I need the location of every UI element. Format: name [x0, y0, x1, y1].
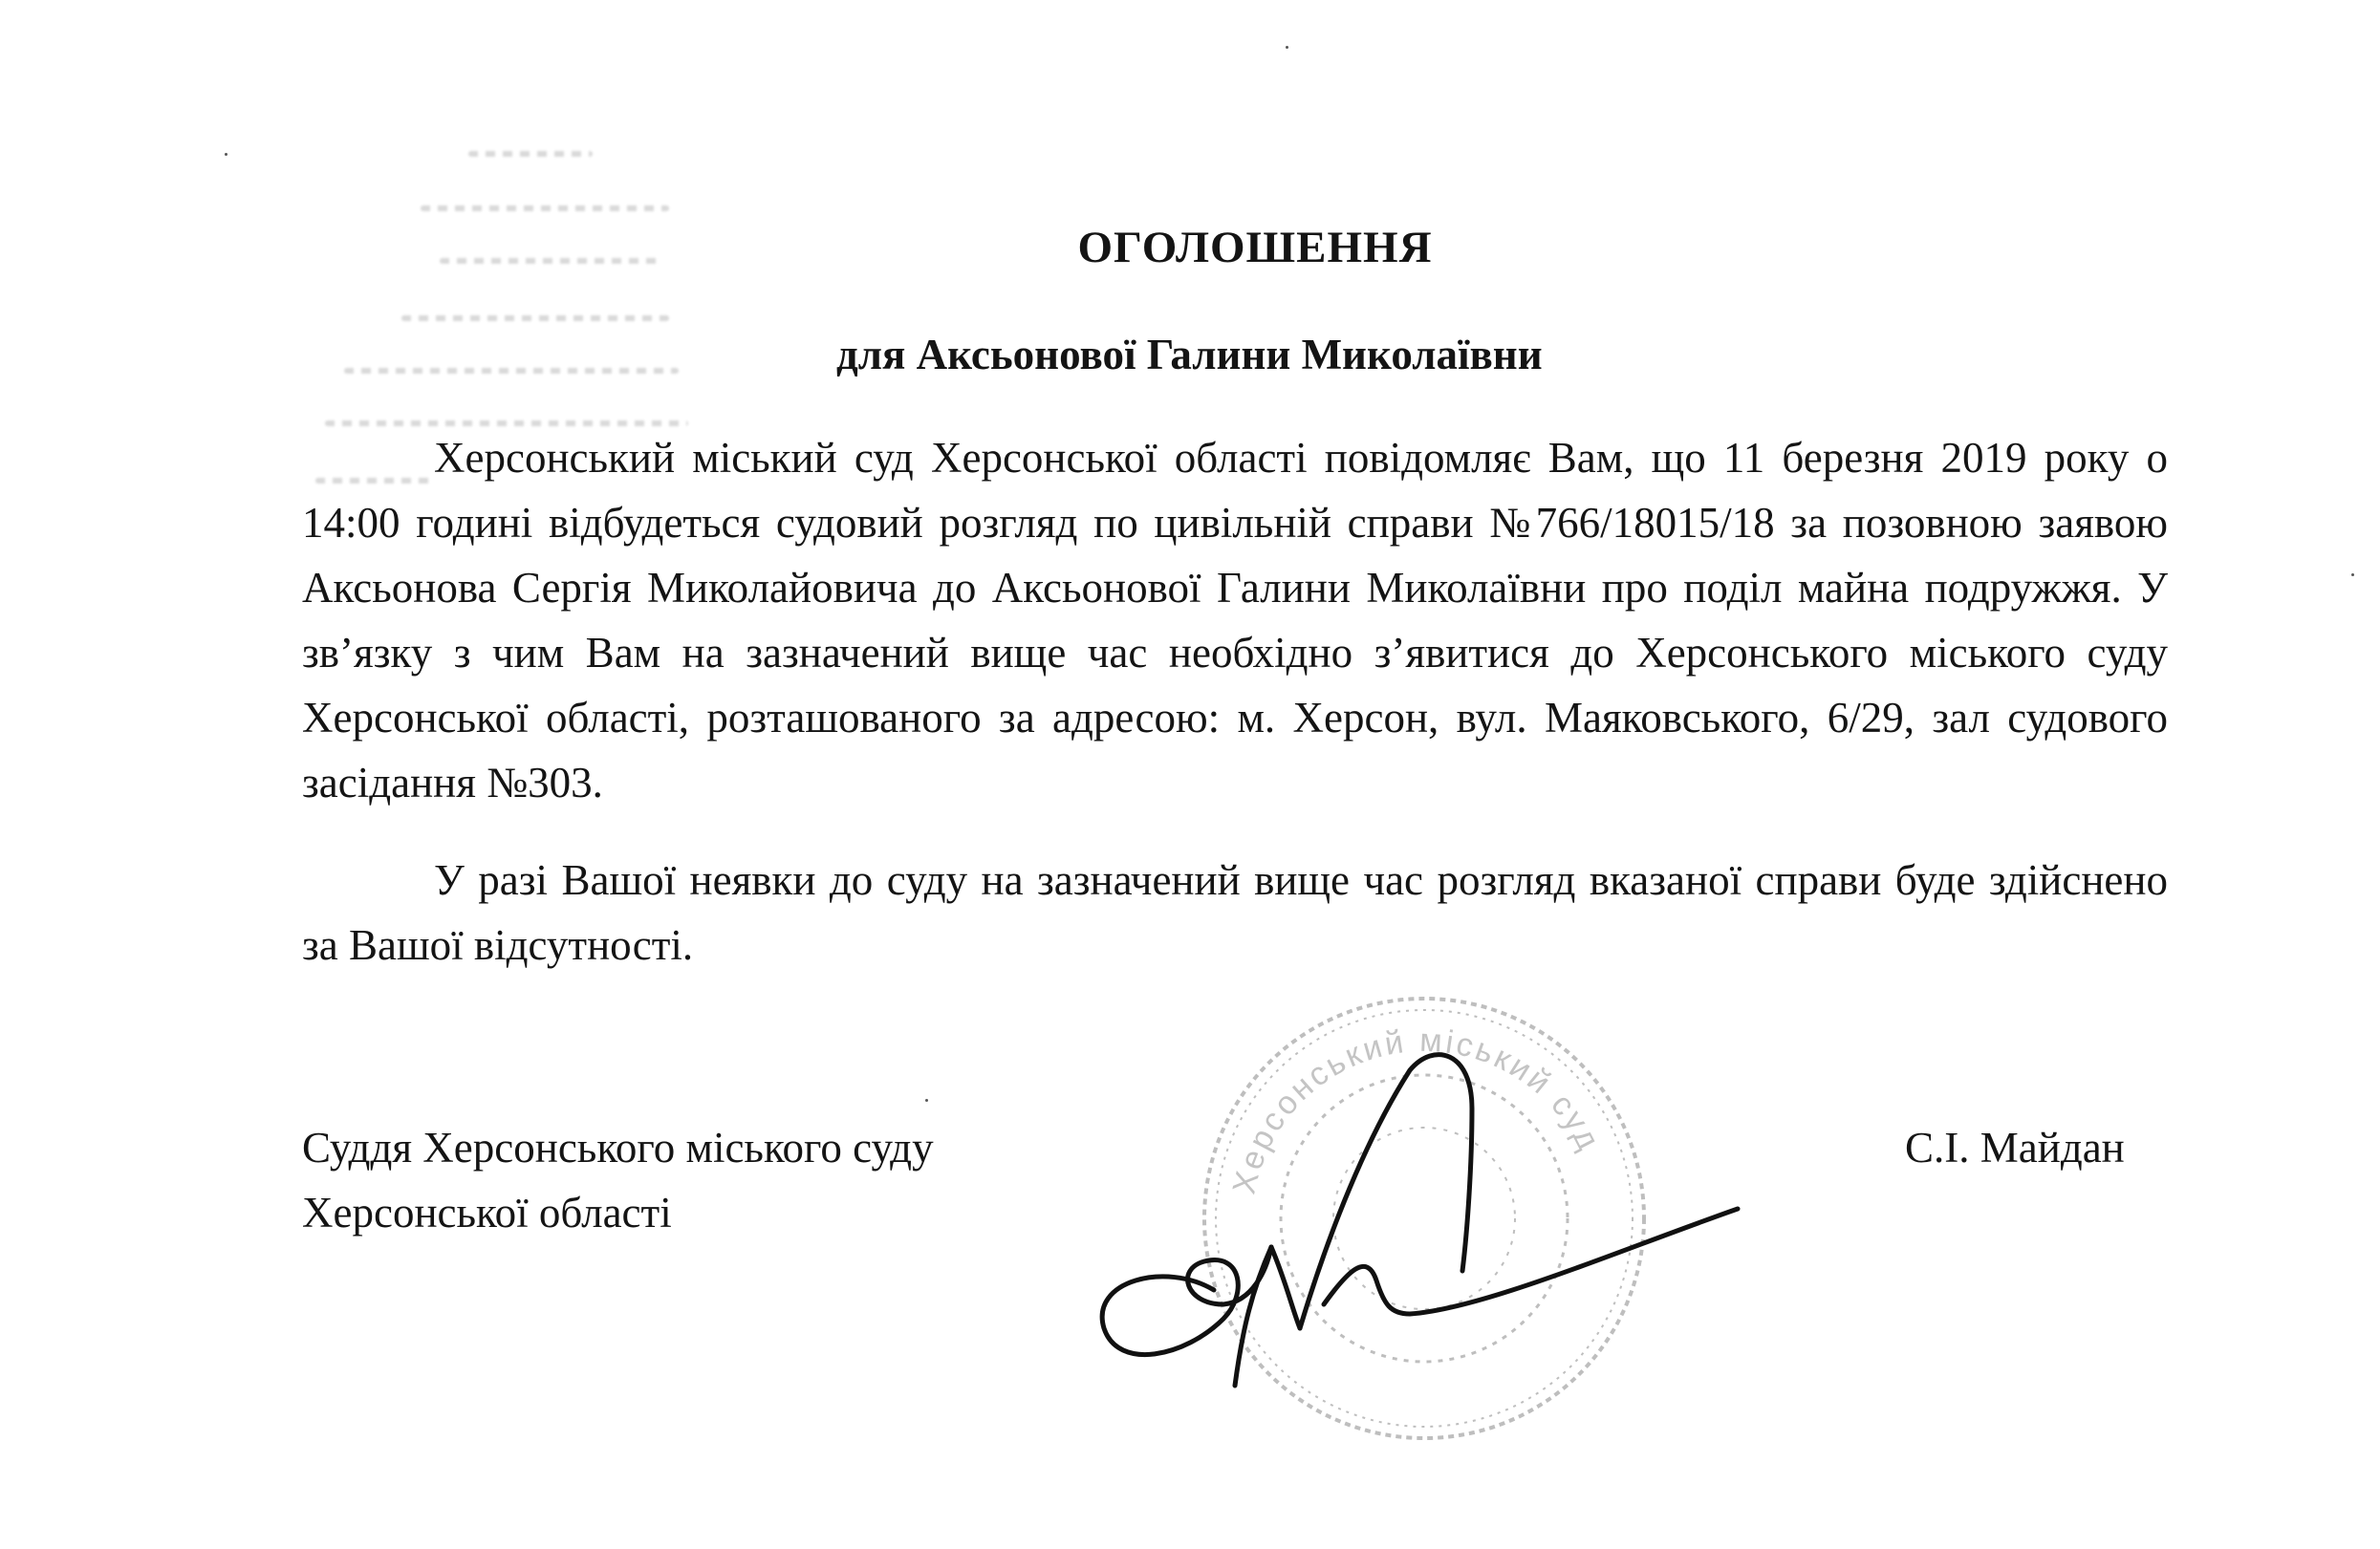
scan-speck	[2351, 573, 2354, 576]
notice-title: ОГОЛОШЕННЯ	[1077, 223, 1433, 272]
scan-speck	[925, 1099, 928, 1102]
signatory-name: С.І. Майдан	[1905, 1124, 2125, 1172]
notice-addressee: для Аксьонової Галини Миколаївни	[836, 331, 1543, 378]
handwritten-signature	[1080, 1042, 1749, 1405]
signatory-position-line-2: Херсонської області	[302, 1189, 672, 1237]
notice-paragraph-1: Херсонський міський суд Херсонської області повідомляє Вам, що 11 березня 2019 року о 14:00 годині відбудеться судовий розгляд по цивільній справи №766/18015/18 за позовною заявою Аксьонова Сергія Миколайовича до Аксьонової Галини Миколаївни про поділ майна подружжя. У зв’язку з чим Вам на зазначений вище час необхідно з’явитися до Херсонського міського суду Херсонської області, розташованого за адресою: м. Херсон, вул. Маяковського, 6/29, зал судового засідання №303.	[302, 434, 2168, 807]
scan-speck	[1286, 46, 1288, 49]
signatory-position-line-1: Суддя Херсонського міського суду	[302, 1124, 934, 1172]
scan-speck	[225, 153, 227, 156]
notice-paragraph-2: У разі Вашої неявки до суду на зазначений вище час розгляд вказаної справи буде здійснено за Вашої відсутності.	[302, 856, 2168, 969]
signatory-position	[302, 1115, 934, 1245]
seal-ring-text: Херсонський міський суд	[1225, 1022, 1609, 1197]
